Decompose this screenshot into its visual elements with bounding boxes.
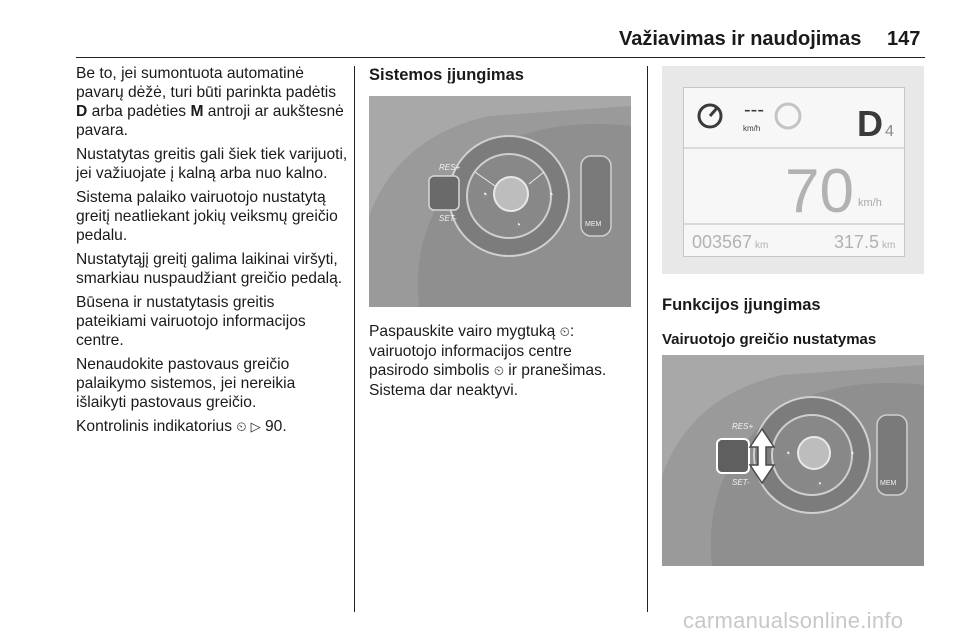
page-ref-arrow-icon: ▷ <box>246 420 261 435</box>
cruise-control-icon: ⏲ <box>236 420 247 435</box>
trip-unit: km <box>882 240 896 251</box>
steering-wheel-illustration <box>369 96 631 307</box>
text: 90. <box>260 418 287 435</box>
odometer-value: 003567 <box>692 232 753 252</box>
column-1 <box>76 64 348 442</box>
subsection-heading-speed-setting: Vairuotojo greičio nustatymas <box>662 331 877 348</box>
limiter-icon: ◔ <box>848 448 855 460</box>
cruise-icon: ◔ <box>481 189 488 201</box>
res-label: RES+ <box>439 163 461 172</box>
limiter-icon: ◔ <box>547 189 554 201</box>
set-label: SET- <box>732 478 750 487</box>
column-divider-2 <box>647 66 648 612</box>
gear-indicator: D <box>857 103 883 144</box>
section-heading-functions: Funkcijos įjungimas <box>662 296 821 314</box>
steering-wheel-figure-1 <box>369 96 631 307</box>
cruise-icon: ◔ <box>784 448 791 460</box>
paragraph-status: Būsena ir nustatytasis greitis pateikiami vairuotojo informacijos centre. <box>76 294 306 349</box>
top-speed-unit: km/h <box>743 124 761 133</box>
column-2 <box>369 66 637 85</box>
mem-label: MEM <box>585 221 602 228</box>
paragraph-exceed-speed: Nustatytąjį greitį galima laikinai viršyti, smarkiau nuspaudžiant greičio pedalą. <box>76 251 343 287</box>
cluster-display <box>683 87 905 257</box>
paragraph-activation <box>369 322 634 400</box>
instrument-cluster-figure <box>662 66 924 274</box>
gear-number: 4 <box>885 123 894 140</box>
watermark: carmanualsonline.info <box>683 608 904 633</box>
text: Be to, jei sumontuota automatinė pavarų dėžė, turi būti parinkta padėtis <box>76 65 337 101</box>
text: arba padėties <box>87 103 191 120</box>
text: ir pranešimas. Sistema dar neaktyvi. <box>369 362 607 399</box>
paragraph-gearbox <box>76 64 348 140</box>
paragraph-warning: Nenaudokite pastovaus greičio palaikymo sistemos, jei nereikia išlaikyti pastovaus greičio. <box>76 356 296 411</box>
adaptive-icon: ◔ <box>515 220 522 231</box>
column-divider-1 <box>354 66 355 612</box>
steering-wheel-illustration <box>662 355 924 566</box>
cluster-display-graphics <box>684 88 904 256</box>
set-label: SET- <box>439 214 457 223</box>
paragraph-maintain-speed: Sistema palaiko vairuotojo nustatytą greitį neatliekant jokių veiksmų greičio pedalu. <box>76 189 338 244</box>
res-label: RES+ <box>732 422 754 431</box>
cruise-control-icon: ⏲ <box>493 364 504 379</box>
page-number: 147 <box>887 28 921 50</box>
speed-value: 70 <box>785 157 854 226</box>
section-functions <box>662 296 926 315</box>
steering-wheel-figure-2 <box>662 355 924 566</box>
gear-m-label: M <box>190 103 204 120</box>
cruise-control-icon: ⏲ <box>559 325 570 340</box>
text: Kontrolinis indikatorius <box>76 418 237 435</box>
running-header-title: Važiavimas ir naudojimas <box>619 28 862 50</box>
odometer-unit: km <box>755 240 769 251</box>
text: : vairuotojo informacijos centre pasirodo simbolis <box>369 323 575 379</box>
text: antroji ar aukštesnė pavara. <box>76 103 344 139</box>
subsection-speed-setting <box>662 331 926 348</box>
speed-unit: km/h <box>858 197 882 209</box>
mem-label: MEM <box>880 480 897 487</box>
header-rule <box>76 57 925 58</box>
adaptive-icon: ◔ <box>816 479 823 490</box>
paragraph-indicator <box>76 417 348 437</box>
activation-instruction <box>369 322 634 400</box>
section-heading-activation: Sistemos įjungimas <box>369 66 524 84</box>
text: Paspauskite vairo mygtuką <box>369 323 560 340</box>
gear-d-label: D <box>76 103 88 120</box>
paragraph-speed-variation: Nustatytas greitis gali šiek tiek varijuoti, jei važiuojate į kalną arba nuo kalno. <box>76 146 348 182</box>
speed-dashes: --- <box>744 99 764 121</box>
trip-value: 317.5 <box>834 232 880 252</box>
